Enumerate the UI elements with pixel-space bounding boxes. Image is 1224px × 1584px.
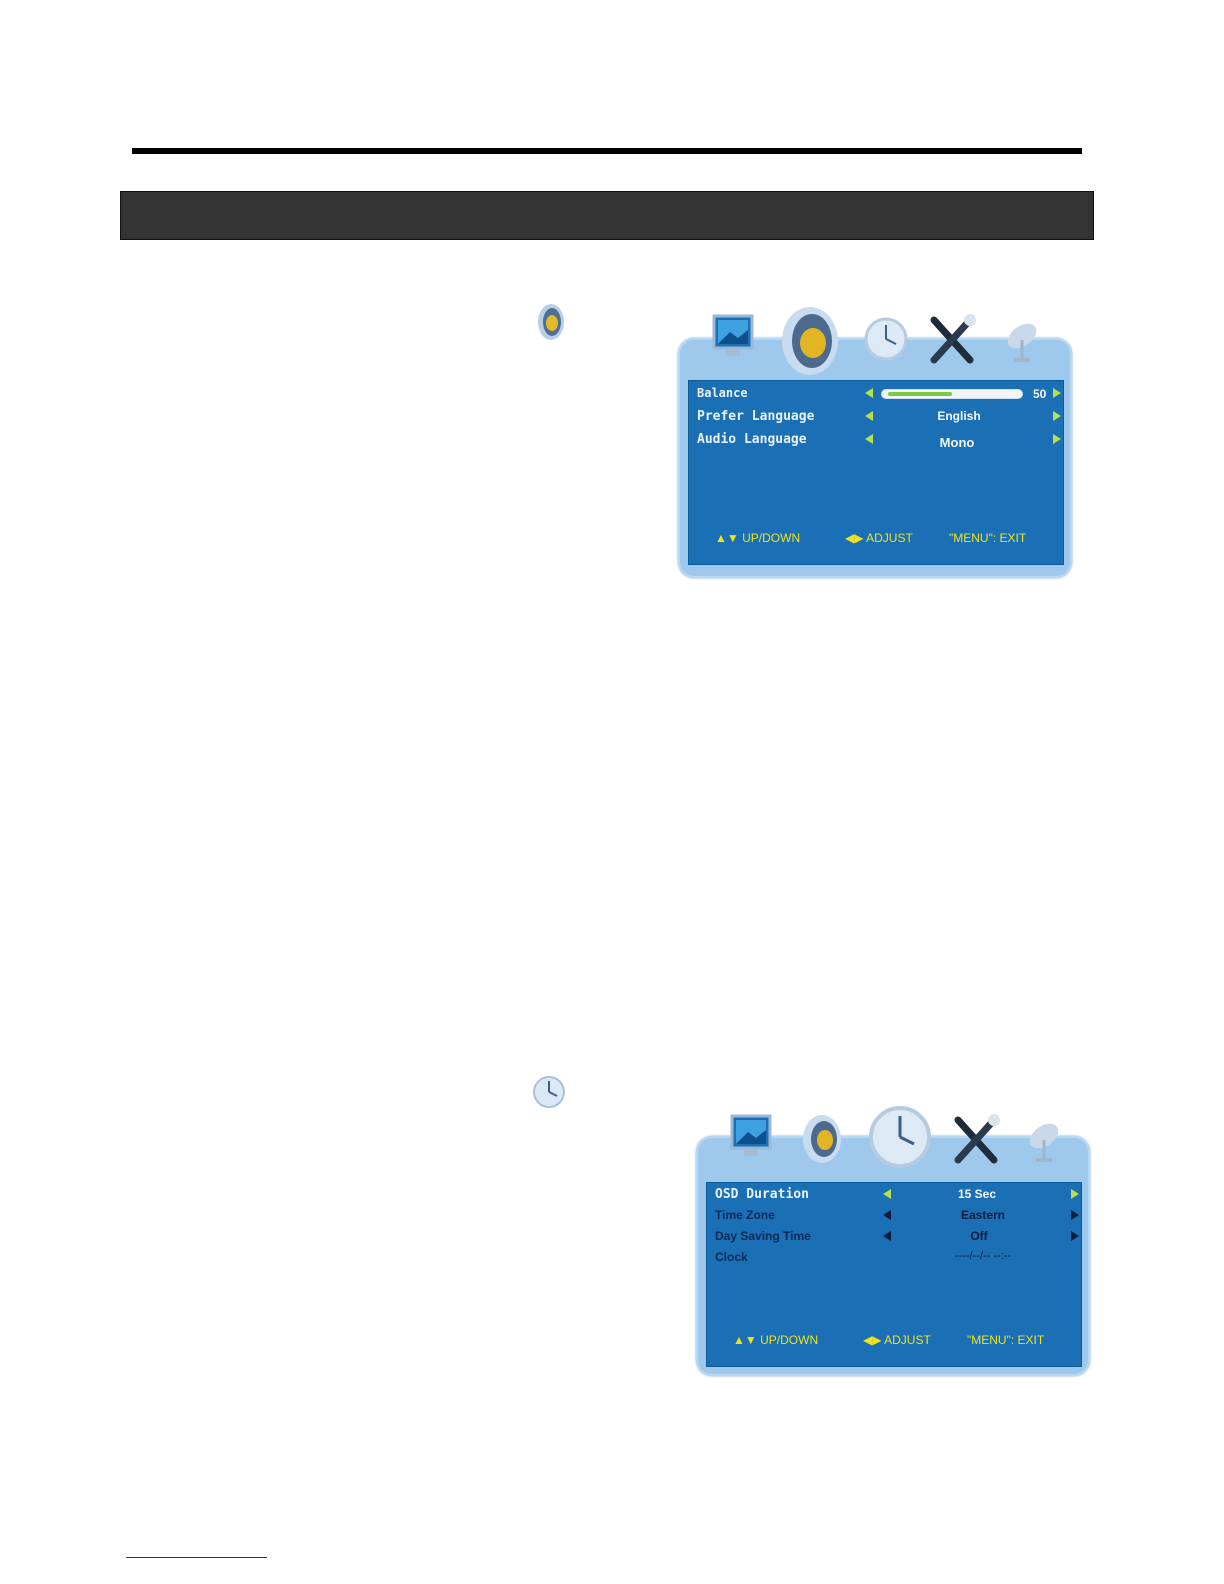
picture-icon[interactable] [710, 312, 756, 362]
balance-row[interactable] [689, 386, 1063, 406]
adjust-hint-text: ADJUST [884, 1333, 931, 1347]
time-menu-panel [706, 1182, 1082, 1367]
clock-label: Clock [715, 1250, 748, 1264]
updown-hint-text: UP/DOWN [760, 1333, 819, 1347]
clock-value: ----/--/-- --:-- [954, 1250, 1012, 1262]
time-zone-row[interactable] [707, 1208, 1081, 1228]
clock-icon[interactable] [868, 1102, 932, 1172]
time-osd-menu [696, 1098, 1092, 1378]
audio-language-row[interactable] [689, 432, 1063, 452]
clock-icon [532, 1072, 566, 1112]
day-saving-time-row[interactable] [707, 1229, 1081, 1249]
prefer-language-label: Prefer Language [697, 409, 815, 424]
osd-duration-label: OSD Duration [715, 1187, 809, 1202]
audio-language-value: Mono [939, 435, 975, 450]
exit-hint: "MENU": EXIT [949, 531, 1027, 545]
satellite-dish-icon[interactable] [1022, 1114, 1068, 1166]
balance-slider-fill [888, 392, 952, 396]
satellite-dish-icon[interactable] [1000, 314, 1046, 366]
prefer-language-row[interactable] [689, 409, 1063, 429]
speaker-icon [534, 302, 568, 342]
osd-duration-value: 15 Sec [957, 1187, 997, 1201]
left-right-arrows-icon: ◀▶ [863, 1333, 882, 1347]
up-down-arrows-icon: ▲▼ [733, 1333, 757, 1347]
clock-icon[interactable] [864, 314, 908, 364]
day-saving-time-value: Off [970, 1229, 988, 1243]
balance-value: 50 [1033, 387, 1047, 401]
balance-slider[interactable] [881, 389, 1023, 399]
link-underline [126, 1557, 267, 1558]
left-arrow-icon[interactable] [883, 1210, 891, 1220]
balance-label: Balance [697, 386, 748, 400]
left-arrow-icon[interactable] [865, 411, 873, 421]
left-arrow-icon[interactable] [865, 388, 873, 398]
osd-duration-row[interactable] [707, 1187, 1081, 1207]
updown-hint [733, 1333, 818, 1347]
speaker-icon[interactable] [778, 304, 842, 378]
adjust-hint [845, 531, 913, 545]
time-zone-label: Time Zone [715, 1208, 775, 1222]
speaker-icon[interactable] [800, 1112, 846, 1166]
right-arrow-icon[interactable] [1053, 434, 1061, 444]
time-zone-value: Eastern [960, 1208, 1006, 1222]
audio-language-label: Audio Language [697, 432, 807, 447]
up-down-arrows-icon: ▲▼ [715, 531, 739, 545]
picture-icon[interactable] [728, 1112, 774, 1162]
tools-icon[interactable] [926, 312, 978, 368]
updown-hint [715, 531, 800, 545]
adjust-hint [863, 1333, 931, 1347]
left-arrow-icon[interactable] [883, 1231, 891, 1241]
adjust-hint-text: ADJUST [866, 531, 913, 545]
osd-tab-bar [696, 1098, 1092, 1178]
left-right-arrows-icon: ◀▶ [845, 531, 864, 545]
top-rule [132, 148, 1082, 154]
right-arrow-icon[interactable] [1053, 388, 1061, 398]
left-arrow-icon[interactable] [865, 434, 873, 444]
left-arrow-icon[interactable] [883, 1189, 891, 1199]
audio-menu-panel [688, 380, 1064, 565]
section-header-bar [120, 191, 1094, 240]
tools-icon[interactable] [950, 1112, 1002, 1168]
clock-row [707, 1250, 1081, 1270]
right-arrow-icon[interactable] [1071, 1210, 1079, 1220]
right-arrow-icon[interactable] [1071, 1231, 1079, 1241]
updown-hint-text: UP/DOWN [742, 531, 801, 545]
audio-osd-menu [678, 300, 1074, 580]
prefer-language-value: English [937, 409, 981, 423]
day-saving-time-label: Day Saving Time [715, 1229, 811, 1243]
right-arrow-icon[interactable] [1071, 1189, 1079, 1199]
osd-tab-bar [678, 300, 1074, 380]
exit-hint: "MENU": EXIT [967, 1333, 1045, 1347]
right-arrow-icon[interactable] [1053, 411, 1061, 421]
